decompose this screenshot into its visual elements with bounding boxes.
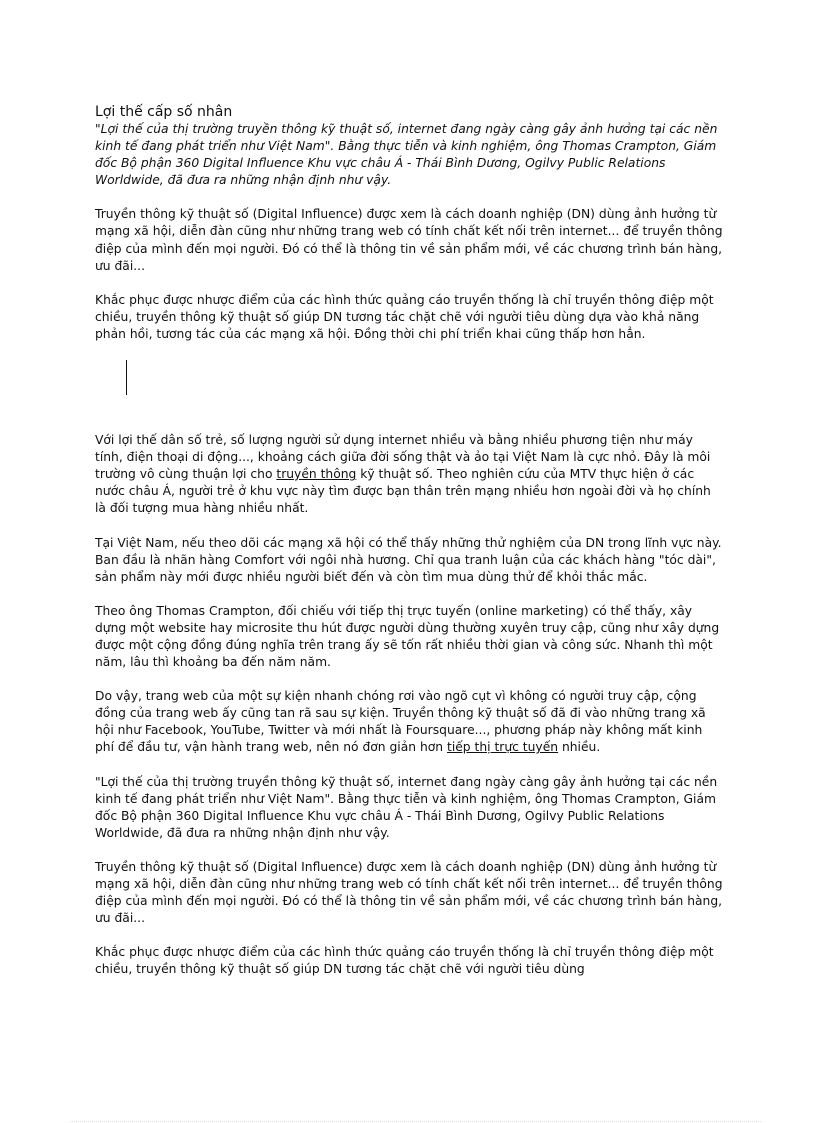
link-truyen-thong[interactable]: truyền thông: [276, 467, 357, 482]
text-cursor-icon: [126, 360, 127, 395]
paragraph-6-text-b: nhiều.: [558, 740, 601, 755]
paragraph-6-text-a: Do vậy, trang web của một sự kiện nhanh chóng rơi vào ngõ cụt vì không có người truy cập, cộng đồng của trang web ấy cũng tan rã sau sự kiện. Truyền thông kỹ thuật số đã đi vào những trang xã hội như Facebook, YouTube, Twitter và mới nhất là Foursquare..., phương pháp này không mất kinh phí để đầu tư, vận hành trang web, nên nó đơn giản hơn: [95, 689, 706, 755]
paragraph-1: Truyền thông kỹ thuật số (Digital Influence) được xem là cách doanh nghiệp (DN) dùng ảnh hưởng từ mạng xã hội, diễn đàn cũng như những trang web có tính chất kết nối trên internet... để truyền thông điệp của mình đến mọi người. Đó có thể là thông tin về sản phẩm mới, về các chương trình bán hàng, ưu đãi...: [95, 207, 723, 273]
paragraph-8: Truyền thông kỹ thuật số (Digital Influence) được xem là cách doanh nghiệp (DN) dùng ảnh hưởng từ mạng xã hội, diễn đàn cũng như những trang web có tính chất kết nối trên internet... để truyền thông điệp của mình đến mọi người. Đó có thể là thông tin về sản phẩm mới, về các chương trình bán hàng, ưu đãi...: [95, 859, 723, 926]
paragraph-3: [95, 432, 723, 517]
intro-paragraph: "Lợi thế của thị trường truyền thông kỹ thuật số, internet đang ngày càng gây ảnh hưởng tại các nền kinh tế đang phát triển như Việt Nam". Bằng thực tiễn và kinh nghiệm, ông Thomas Crampton, Giám đốc Bộ phận 360 Digital Influence Khu vực châu Á - Thái Bình Dương, Ogilvy Public Relations Worldwide, đã đưa ra những nhận định như vậy.: [95, 122, 718, 188]
paragraph-4: Tại Việt Nam, nếu theo dõi các mạng xã hội có thể thấy những thử nghiệm của DN trong lĩnh vực này. Ban đầu là nhãn hàng Comfort với ngôi nhà hương. Chỉ qua tranh luận của các khách hàng "tóc dài", sản phẩm này mới được nhiều người biết đến và còn tìm mua dùng thử để khỏi thắc mắc.: [95, 535, 722, 584]
paragraph-2: Khắc phục được nhược điểm của các hình thức quảng cáo truyền thống là chỉ truyền thông điệp một chiều, truyền thông kỹ thuật số giúp DN tương tác chặt chẽ với người tiêu dùng dựa vào khả năng phản hồi, tương tác của các mạng xã hội. Đồng thời chi phí triển khai cũng thấp hơn hẳn.: [95, 292, 714, 341]
paragraph-5: Theo ông Thomas Crampton, đối chiếu với tiếp thị trực tuyến (online marketing) có thể thấy, xây dựng một website hay microsite thu hút được người dùng thường xuyên truy cập, cũng như xây dựng được một cộng đồng đúng nghĩa trên trang ấy sẽ tốn rất nhiều thời gian và công sức. Nhanh thì một năm, lâu thì khoảng ba đến năm năm.: [95, 603, 720, 670]
paragraph-7: "Lợi thế của thị trường truyền thông kỹ thuật số, internet đang ngày càng gây ảnh hưởng tại các nền kinh tế đang phát triển như Việt Nam". Bằng thực tiễn và kinh nghiệm, ông Thomas Crampton, Giám đốc Bộ phận 360 Digital Influence Khu vực châu Á - Thái Bình Dương, Ogilvy Public Relations Worldwide, đã đưa ra những nhận định như vậy.: [95, 774, 718, 840]
image-placeholder: [95, 360, 723, 415]
paragraph-3-text-a: Với lợi thế dân số trẻ, số lượng người sử dụng internet nhiều và bằng nhiều phương tiện như máy tính, điện thoại di động..., khoảng cách giữa đời sống thật và ảo tại Việt Nam là cực nhỏ. Đây là môi trường vô cùng thuận lợi cho: [95, 433, 711, 482]
article-body: [95, 104, 723, 995]
paragraph-3-text-b: kỹ thuật số. Theo nghiên cứu của MTV thực hiện ở các nước châu Á, người trẻ ở khu vực này tìm được bạn thân trên mạng nhiều hơn ngoài đời và họ chính là đối tượng mua hàng nhiều nhất.: [95, 467, 711, 516]
link-tiep-thi-truc-tuyen[interactable]: tiếp thị trực tuyến: [447, 740, 559, 755]
article-title: Lợi thế cấp số nhân: [95, 104, 233, 120]
paragraph-6: [95, 688, 723, 756]
paragraph-9: Khắc phục được nhược điểm của các hình thức quảng cáo truyền thống là chỉ truyền thông điệp một chiều, truyền thông kỹ thuật số giúp DN tương tác chặt chẽ với người tiêu dùng: [95, 945, 714, 977]
